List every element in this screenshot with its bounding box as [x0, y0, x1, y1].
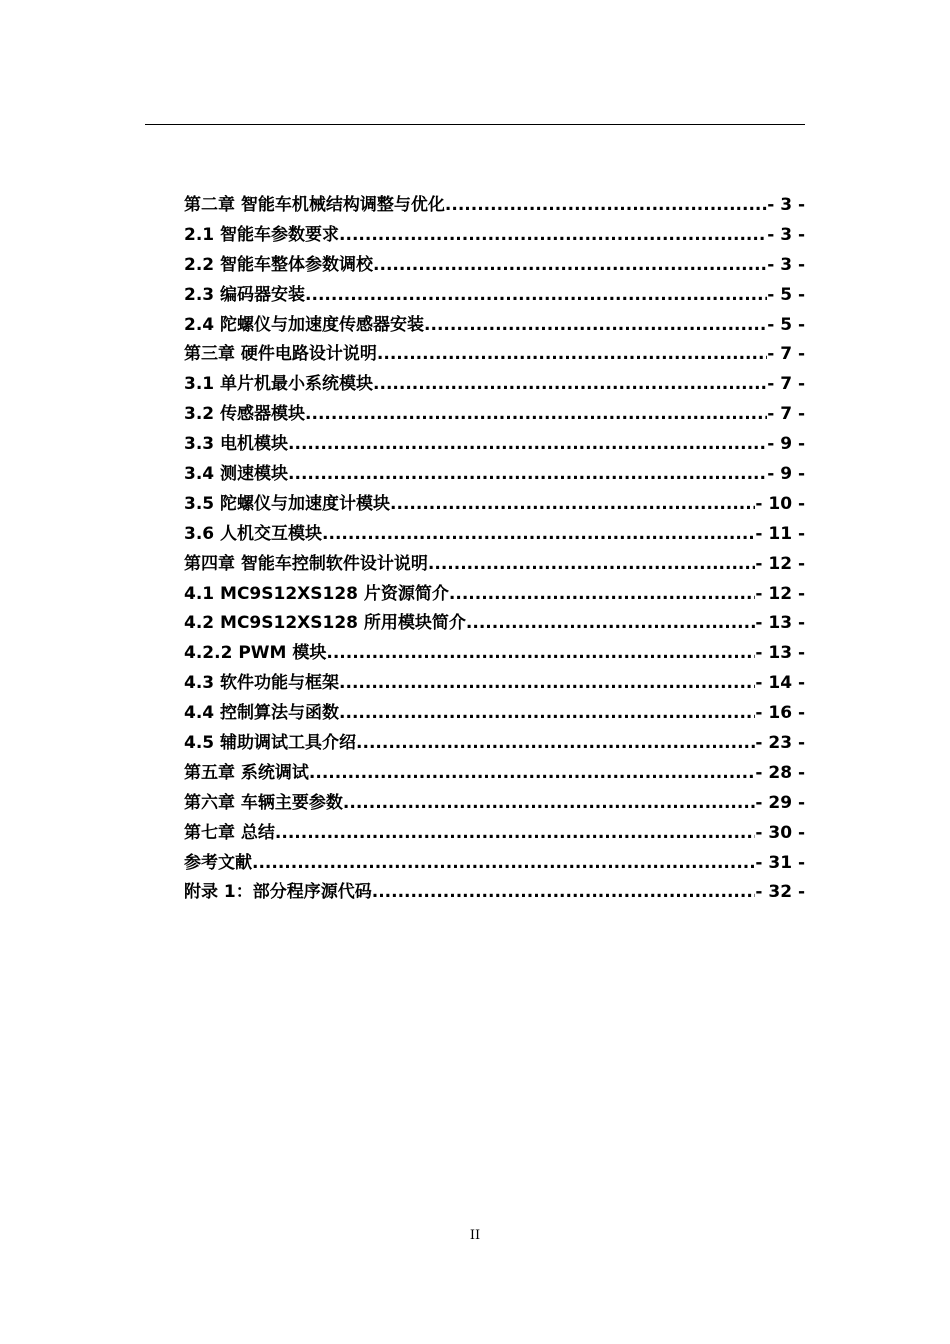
toc-entry[interactable]	[184, 460, 805, 490]
toc-entry-page: - 3 -	[767, 224, 805, 245]
toc-dot-leader	[373, 370, 767, 400]
toc-entry-page: - 3 -	[767, 195, 805, 215]
toc-entry-title: 4.4 控制算法与函数	[184, 703, 340, 724]
toc-entry-page: - 16 -	[755, 703, 805, 724]
toc-entry[interactable]	[184, 400, 805, 430]
toc-entry-page: - 30 -	[755, 822, 805, 843]
toc-dot-leader	[326, 639, 755, 669]
toc-entry-title: 2.3 编码器安装	[184, 284, 306, 305]
toc-entry-title: 3.3 电机模块	[184, 434, 289, 455]
toc-entry-page: - 28 -	[755, 762, 805, 783]
toc-entry-page: - 3 -	[767, 254, 805, 275]
toc-entry[interactable]	[184, 849, 805, 879]
toc-entry-page: - 11 -	[755, 523, 805, 544]
toc-entry-page: - 12 -	[755, 583, 805, 604]
toc-dot-leader	[252, 849, 755, 879]
toc-entry[interactable]	[184, 639, 805, 669]
toc-entry-title: 第三章 硬件电路设计说明	[184, 344, 377, 365]
toc-dot-leader	[445, 191, 767, 221]
toc-entry-page: - 32 -	[755, 882, 805, 903]
toc-dot-leader	[322, 520, 755, 550]
toc-entry-page: - 7 -	[767, 344, 805, 365]
toc-dot-leader	[356, 729, 755, 759]
toc-entry[interactable]	[184, 340, 805, 370]
toc-dot-leader	[288, 430, 767, 460]
toc-entry[interactable]	[184, 789, 805, 819]
toc-entry[interactable]	[184, 221, 805, 251]
toc-dot-leader	[305, 400, 767, 430]
toc-entry-page: - 23 -	[755, 733, 805, 754]
page-number: II	[469, 1228, 481, 1243]
toc-entry-page: - 9 -	[767, 464, 805, 485]
toc-dot-leader	[305, 281, 767, 311]
toc-dot-leader	[390, 490, 755, 520]
toc-dot-leader	[339, 221, 767, 251]
toc-entry-title: 4.1 MC9S12XS128 片资源简介	[184, 583, 449, 604]
toc-entry-title: 第六章 车辆主要参数	[184, 792, 343, 813]
toc-dot-leader	[449, 580, 755, 610]
toc-entry-title: 3.5 陀螺仪与加速度计模块	[184, 493, 391, 514]
toc-dot-leader	[309, 759, 755, 789]
toc-entry-title: 4.3 软件功能与框架	[184, 673, 340, 694]
toc-entry-title: 3.2 传感器模块	[184, 404, 306, 425]
toc-entry-page: - 29 -	[755, 792, 805, 813]
toc-dot-leader	[372, 878, 756, 908]
toc-entry[interactable]	[184, 609, 805, 639]
toc-entry[interactable]	[184, 520, 805, 550]
toc-entry[interactable]	[184, 669, 805, 699]
toc-dot-leader	[377, 340, 767, 370]
header-rule	[145, 124, 805, 125]
toc-entry-page: - 9 -	[767, 434, 805, 455]
toc-entry[interactable]	[184, 281, 805, 311]
table-of-contents	[184, 191, 805, 908]
toc-entry-title: 附录 1：部分程序源代码	[184, 882, 372, 903]
toc-entry-page: - 7 -	[767, 404, 805, 425]
toc-entry-page: - 12 -	[755, 553, 805, 574]
toc-entry[interactable]	[184, 580, 805, 610]
toc-entry[interactable]	[184, 251, 805, 281]
toc-entry[interactable]	[184, 759, 805, 789]
toc-entry-page: - 5 -	[767, 314, 805, 335]
toc-entry-page: - 13 -	[755, 643, 805, 664]
toc-entry[interactable]	[184, 729, 805, 759]
toc-entry-title: 参考文献	[184, 852, 252, 873]
toc-dot-leader	[343, 789, 755, 819]
toc-entry-title: 4.2.2 PWM 模块	[184, 643, 327, 664]
toc-dot-leader	[424, 311, 767, 341]
toc-entry-title: 3.4 测速模块	[184, 464, 289, 485]
toc-entry[interactable]	[184, 191, 805, 221]
toc-entry[interactable]	[184, 819, 805, 849]
toc-entry[interactable]	[184, 550, 805, 580]
toc-entry-title: 4.5 辅助调试工具介绍	[184, 733, 357, 754]
toc-entry[interactable]	[184, 699, 805, 729]
toc-dot-leader	[275, 819, 755, 849]
toc-entry-title: 2.2 智能车整体参数调校	[184, 254, 374, 275]
toc-entry-title: 2.1 智能车参数要求	[184, 224, 340, 245]
toc-entry-page: - 5 -	[767, 284, 805, 305]
toc-entry[interactable]	[184, 878, 805, 908]
toc-entry-title: 第五章 系统调试	[184, 762, 309, 783]
toc-entry-page: - 7 -	[767, 374, 805, 395]
toc-entry-title: 第七章 总结	[184, 822, 275, 843]
toc-entry-page: - 31 -	[755, 852, 805, 873]
toc-dot-leader	[466, 609, 755, 639]
toc-entry-page: - 13 -	[755, 613, 805, 634]
toc-entry-title: 第二章 智能车机械结构调整与优化	[184, 195, 445, 215]
toc-entry-title: 3.6 人机交互模块	[184, 523, 323, 544]
toc-entry-title: 第四章 智能车控制软件设计说明	[184, 553, 428, 574]
toc-entry-title: 3.1 单片机最小系统模块	[184, 374, 374, 395]
toc-entry[interactable]	[184, 370, 805, 400]
toc-entry[interactable]	[184, 430, 805, 460]
toc-entry-title: 4.2 MC9S12XS128 所用模块简介	[184, 613, 466, 634]
toc-entry-page: - 14 -	[755, 673, 805, 694]
toc-entry-title: 2.4 陀螺仪与加速度传感器安装	[184, 314, 425, 335]
toc-dot-leader	[428, 550, 755, 580]
toc-entry[interactable]	[184, 311, 805, 341]
toc-dot-leader	[373, 251, 767, 281]
toc-entry[interactable]	[184, 490, 805, 520]
toc-dot-leader	[339, 699, 755, 729]
toc-dot-leader	[288, 460, 767, 490]
toc-entry-page: - 10 -	[755, 493, 805, 514]
toc-dot-leader	[339, 669, 755, 699]
